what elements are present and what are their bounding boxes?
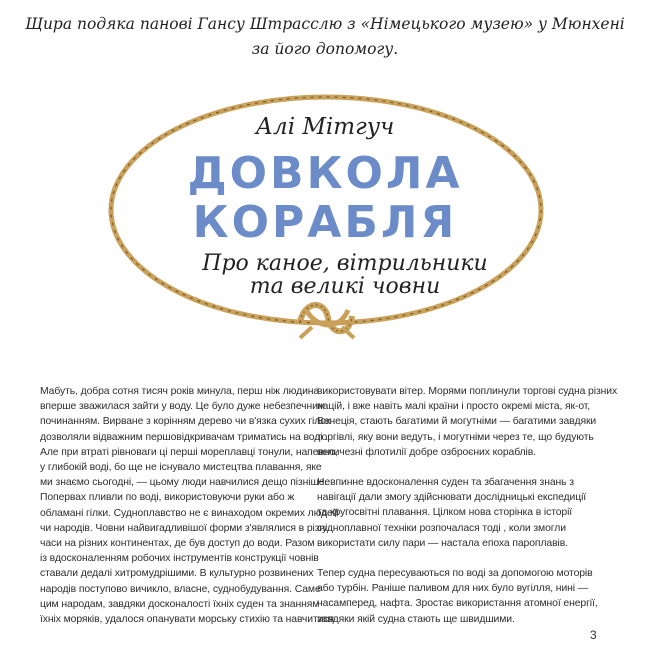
page-number: 3 — [590, 628, 597, 642]
text-line: Мабуть, добра сотня тисяч років минула, перш ніж людина — [40, 386, 320, 397]
text-line: ми знаємо сьогодні, — цьому люди навчилися дещо пізніше. — [40, 477, 328, 489]
text-line: із вдосконаленням робочих інструментів конструкції човнів — [40, 553, 319, 565]
paragraph — [317, 384, 618, 460]
body-text-left-column — [40, 384, 339, 642]
text-line: їхніх моряків, удалося опанувати морську стихію та навчитися — [40, 614, 334, 626]
text-line: у глибокій воді, бо ще не існувало мистецтва плавання, яке — [40, 462, 322, 474]
text-line: судноплавної техніки розпочалася тоді , коли змогли — [317, 522, 566, 534]
acknowledgement-line-1: Щира подяка панові Гансу Штрасслю з «Німецького музею» у Мюнхені — [25, 15, 625, 33]
book-subtitle-line-2: та великі човни — [249, 274, 441, 299]
author-name: Алі Мітгуч — [255, 114, 395, 140]
text-line: починанням. Вирване з корінням дерево чи в'язка сухих гілок — [40, 416, 331, 428]
text-line: ставали дедалі хитромудрішими. В культурно розвинених — [40, 568, 314, 580]
text-line: націй, і вже навіть малі країни і просто окремі міста, як-от, — [317, 401, 591, 413]
text-line: величезні флотилії добре озброєних кораблів. — [317, 446, 536, 458]
text-line: використовувати вітер. Морями поплинули торгові судна різних — [317, 386, 618, 397]
text-line: використати силу пари — настала епоха пароплавів. — [317, 537, 568, 549]
text-line: навігації дали змогу здійснювати дослідницькі експедиції — [317, 492, 587, 504]
paragraph — [40, 384, 339, 627]
text-line: чи народів. Човни найвигадливішої форми з'являлися в різні — [40, 522, 328, 534]
text-line: цим народам, завдяки досконалості їхніх суден та знанням — [40, 598, 320, 610]
text-line: часи на різних континентах, де був доступ до води. Разом — [40, 538, 315, 550]
acknowledgement-line-2: за його допомогу. — [251, 40, 399, 58]
text-line: насамперед, нафта. Зростає використання атомної енергії, — [317, 598, 598, 610]
book-title-line-2: КОРАБЛЯ — [192, 197, 458, 248]
text-line: народів поступово вичикло, власне, суднобудування. Саме — [40, 583, 321, 595]
text-line: Венеція, стають багатими й могутніми — багатими завдяки — [317, 416, 597, 428]
text-line: дозволяли відважним першовідкривачам триматись на воді . — [40, 431, 328, 443]
text-line: завдяки якій судна стають ще швидшими. — [317, 613, 515, 625]
text-line: та кругосвітні плавання. Цілком нова сторінка в історії — [317, 507, 573, 519]
text-line: Тепер судна пересуваються по воді за допомогою моторів — [317, 568, 593, 580]
text-line: або турбін. Раніше паливом для них було вугілля, нині — — [317, 583, 589, 595]
text-line: Але при втраті рівноваги ці перші мореплавці тонули, напевно, — [40, 446, 338, 458]
book-subtitle-line-1: Про каное, вітрильники — [202, 251, 488, 276]
paragraph — [317, 475, 585, 551]
book-title-line-1: ДОВКОЛА — [187, 148, 463, 199]
paragraph — [317, 566, 598, 627]
text-line: Поперваx пливли по воді, використовуючи руки або ж — [40, 492, 295, 504]
text-line: вперше зважилася зайти у воду. Це було дуже небезпечним — [40, 401, 325, 413]
body-text-right-column — [317, 384, 618, 642]
text-line: обламані гілки. Судноплавство не є винаходом окремих людей — [40, 507, 339, 519]
text-line: торгівлі, яку вони ведуть, і могутніми через те, що будують — [317, 431, 594, 443]
text-line: Невпинне вдосконалення суден та збагачення знань з — [317, 477, 574, 489]
